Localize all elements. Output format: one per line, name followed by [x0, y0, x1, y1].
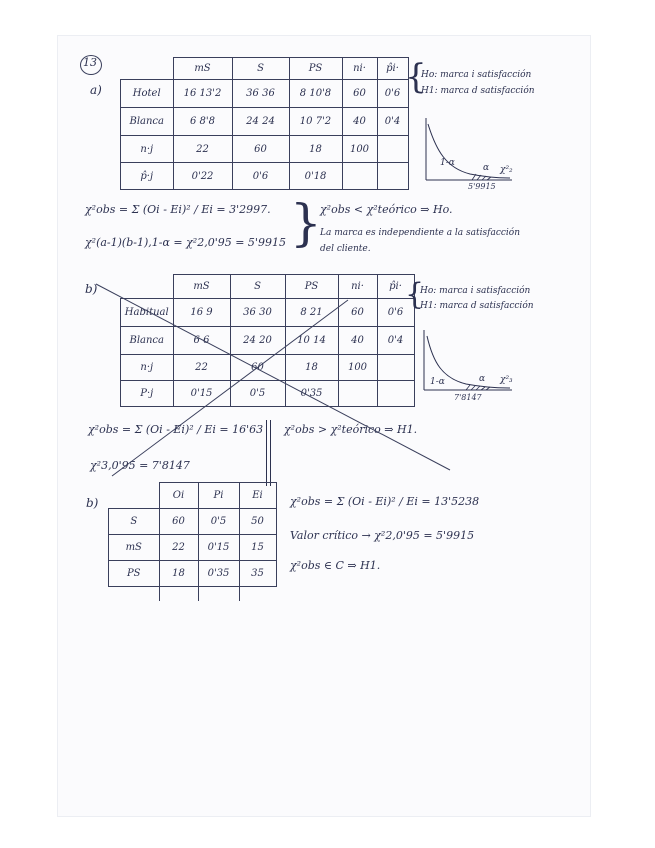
table-cell: 0'18 — [289, 163, 342, 190]
row-label: mS — [109, 535, 160, 561]
table-cell: 22 — [173, 136, 232, 163]
table-cell: 60 — [342, 80, 377, 108]
table-cell: 60 — [232, 136, 289, 163]
table-b-header — [109, 483, 277, 509]
formula-chi-obs-b: χ²obs = Σ (Oi - Ei)² / Ei = 16'63 — [88, 423, 264, 436]
table-cell: 22 — [159, 535, 198, 561]
formula-chi-critical-a: χ²(a-1)(b-1),1-α = χ²2,0'95 = 5'9915 — [85, 236, 286, 249]
header-cell: PS — [289, 58, 342, 80]
part-a-label: a) — [90, 83, 102, 97]
table-row — [109, 535, 277, 561]
table-cell: 10 7'2 — [289, 108, 342, 136]
header-cell: Pi — [198, 483, 239, 509]
hypothesis-b-h0: Ho: marca i satisfacción — [420, 286, 531, 296]
graph-b-chi: χ²₃ — [500, 375, 513, 385]
header-cell: ni· — [338, 275, 377, 299]
graph-a-alpha: α — [483, 163, 490, 173]
row-label: Habitual — [121, 299, 174, 327]
conclusion-a-2: La marca es independiente a la satisfacción — [320, 228, 520, 238]
table-cell: 60 — [338, 299, 377, 327]
observed-expected-table — [108, 482, 277, 601]
table-tail-row — [109, 587, 277, 601]
row-label: Blanca — [121, 108, 174, 136]
table-cell: 40 — [342, 108, 377, 136]
table-cell: 6 8'8 — [173, 108, 232, 136]
row-label: P·j — [121, 381, 174, 407]
table-cell: 36 30 — [230, 299, 285, 327]
row-label: n·j — [121, 136, 174, 163]
header-cell: mS — [173, 275, 230, 299]
hypothesis-b-h1: H1: marca d satisfacción — [420, 301, 534, 311]
row-label: S — [109, 509, 160, 535]
table-cell: 0'6 — [232, 163, 289, 190]
table-cell: 60 — [230, 355, 285, 381]
conclusion-a-3: del cliente. — [320, 244, 371, 254]
graph-a-one-minus-alpha: 1-α — [440, 158, 455, 168]
table-cell: 15 — [239, 535, 276, 561]
conclusion-brace-a: } — [290, 194, 322, 252]
table-cell: 0'5 — [230, 381, 285, 407]
conclusion-final: χ²obs ∈ C ⇒ H1. — [290, 559, 381, 572]
table-cell: 0'15 — [173, 381, 230, 407]
header-cell: Oi — [159, 483, 198, 509]
table-cell: 10 14 — [285, 327, 338, 355]
table-row — [109, 561, 277, 587]
table-cell: 0'6 — [377, 80, 408, 108]
table-cell: 100 — [338, 355, 377, 381]
table-cell: 36 36 — [232, 80, 289, 108]
formula-chi-critical-b: χ²3,0'95 = 7'8147 — [90, 459, 190, 472]
graph-b-alpha: α — [479, 374, 486, 384]
table-cell: 16 9 — [173, 299, 230, 327]
table-cell: 18 — [159, 561, 198, 587]
header-cell: S — [232, 58, 289, 80]
conclusion-a-1: χ²obs < χ²teórico ⇒ Ho. — [320, 203, 453, 216]
conclusion-b-crossed: χ²obs > χ²teórico ⇒ H1. — [284, 423, 418, 436]
table-cell: 18 — [289, 136, 342, 163]
header-cell: PS — [285, 275, 338, 299]
hypotheses-brace-a: { — [405, 57, 427, 97]
header-cell: p̂i· — [377, 275, 414, 299]
table-cell: 8 10'8 — [289, 80, 342, 108]
table-cell: 40 — [338, 327, 377, 355]
row-label: Blanca — [121, 327, 174, 355]
row-label: n·j — [121, 355, 174, 381]
table-cell: 22 — [173, 355, 230, 381]
table-cell: 60 — [159, 509, 198, 535]
table-cell: 0'35 — [285, 381, 338, 407]
table-cell: 6 6 — [173, 327, 230, 355]
row-label: PS — [109, 561, 160, 587]
table-cell: 8 21 — [285, 299, 338, 327]
table-cell: 0'4 — [377, 327, 414, 355]
part-b-label: b) — [86, 496, 99, 510]
header-cell: mS — [173, 58, 232, 80]
graph-b-one-minus-alpha: 1-α — [430, 377, 445, 387]
table-cell: 0'15 — [198, 535, 239, 561]
table-cell: 18 — [285, 355, 338, 381]
part-b-crossed-label: b) — [85, 282, 98, 296]
graph-a-chi: χ²₂ — [500, 165, 513, 175]
table-row — [109, 509, 277, 535]
table-cell: 0'22 — [173, 163, 232, 190]
hypotheses-brace-b: { — [405, 277, 425, 312]
row-label: Hotel — [121, 80, 174, 108]
table-cell: 100 — [342, 136, 377, 163]
header-cell: Ei — [239, 483, 276, 509]
table-cell: 0'35 — [198, 561, 239, 587]
header-cell: p̂i· — [377, 58, 408, 80]
table-cell: 0'5 — [198, 509, 239, 535]
header-cell: S — [230, 275, 285, 299]
hypothesis-h0: Ho: marca i satisfacción — [421, 70, 532, 80]
row-label: p̂·j — [121, 163, 174, 190]
table-cell: 0'4 — [377, 108, 408, 136]
header-cell — [109, 483, 160, 509]
table-cell: 50 — [239, 509, 276, 535]
table-cell: 24 20 — [230, 327, 285, 355]
header-cell: ni· — [342, 58, 377, 80]
table-cell: 24 24 — [232, 108, 289, 136]
table-cell: 16 13'2 — [173, 80, 232, 108]
table-cell: 0'6 — [377, 299, 414, 327]
table-cell: 35 — [239, 561, 276, 587]
graph-a-critical: 5'9915 — [468, 182, 496, 191]
problem-number: 13 — [83, 56, 97, 69]
formula-critical-final: Valor crítico → χ²2,0'95 = 5'9915 — [290, 529, 475, 542]
graph-b-critical: 7'8147 — [454, 393, 482, 402]
hypothesis-h1: H1: marca d satisfacción — [421, 86, 535, 96]
formula-chi-obs-a: χ²obs = Σ (Oi - Ei)² / Ei = 3'2997. — [85, 203, 271, 216]
formula-chi-obs-final: χ²obs = Σ (Oi - Ei)² / Ei = 13'5238 — [290, 495, 480, 508]
